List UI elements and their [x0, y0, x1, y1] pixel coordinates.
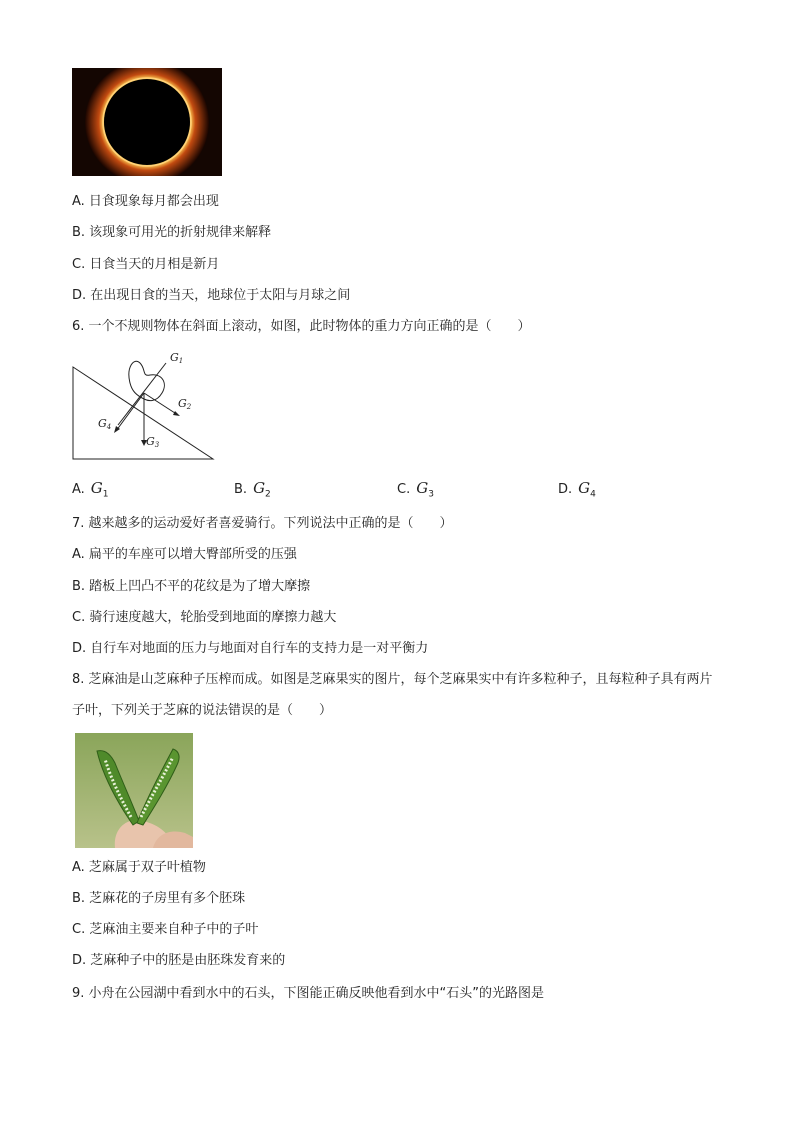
g3-label: G [146, 435, 155, 448]
g1-label: G [170, 351, 179, 364]
svg-text:G3 [146, 435, 160, 449]
q9-stem: 9. 小舟在公园湖中看到水中的石头，下图能正确反映他看到水中“石头”的光路图是 [72, 986, 545, 1001]
q8-option-b: B. 芝麻花的子房里有多个胚珠 [72, 891, 246, 906]
incline-gravity-diagram [70, 345, 220, 463]
g1-sub: 1 [178, 357, 184, 365]
q6-option-b: B. $G_2$ [234, 479, 271, 500]
q7-option-d: D. 自行车对地面的压力与地面对自行车的支持力是一对平衡力 [72, 641, 429, 656]
q6-option-d: D. $G_4$ [558, 479, 596, 500]
svg-text:G1 [170, 351, 183, 365]
svg-text:G2 [178, 397, 192, 411]
q7-stem: 7. 越来越多的运动爱好者喜爱骑行。下列说法中正确的是（ ） [72, 516, 453, 531]
g4-sub: 4 [106, 423, 112, 431]
q8-option-a: A. 芝麻属于双子叶植物 [72, 860, 206, 875]
solar-eclipse-image [72, 68, 222, 176]
incline [73, 367, 213, 459]
q8-option-c: C. 芝麻油主要来自种子中的子叶 [72, 922, 259, 937]
q5-option-a: A. 日食现象每月都会出现 [72, 194, 219, 209]
q5-option-d: D. 在出现日食的当天，地球位于太阳与月球之间 [72, 288, 351, 303]
q6-stem: 6. 一个不规则物体在斜面上滚动，如图，此时物体的重力方向正确的是（ ） [72, 319, 531, 334]
q7-option-b: B. 踏板上凹凸不平的花纹是为了增大摩擦 [72, 579, 311, 594]
q8-option-d: D. 芝麻种子中的胚是由胚珠发育来的 [72, 953, 286, 968]
svg-text:G4 [98, 417, 111, 431]
sesame-fruit-image [75, 733, 193, 848]
q8-stem: 8. 芝麻油是山芝麻种子压榨而成。如图是芝麻果实的图片，每个芝麻果实中有许多粒种子，且每粒种子具有两片子叶，下列关于芝麻的说法错误的是（ ） [72, 672, 713, 718]
g2-sub: 2 [186, 403, 192, 411]
q7-option-c: C. 骑行速度越大，轮胎受到地面的摩擦力越大 [72, 610, 337, 625]
q5-option-b: B. 该现象可用光的折射规律来解释 [72, 225, 272, 240]
g3-sub: 3 [154, 441, 160, 449]
g2-label: G [178, 397, 187, 410]
q5-option-c: C. 日食当天的月相是新月 [72, 257, 220, 272]
q7-option-a: A. 扁平的车座可以增大臀部所受的压强 [72, 547, 297, 562]
q6-option-c: C. $G_3$ [397, 479, 434, 500]
q6-option-a: A. $G_1$ [72, 479, 109, 500]
g4-label: G [98, 417, 107, 430]
